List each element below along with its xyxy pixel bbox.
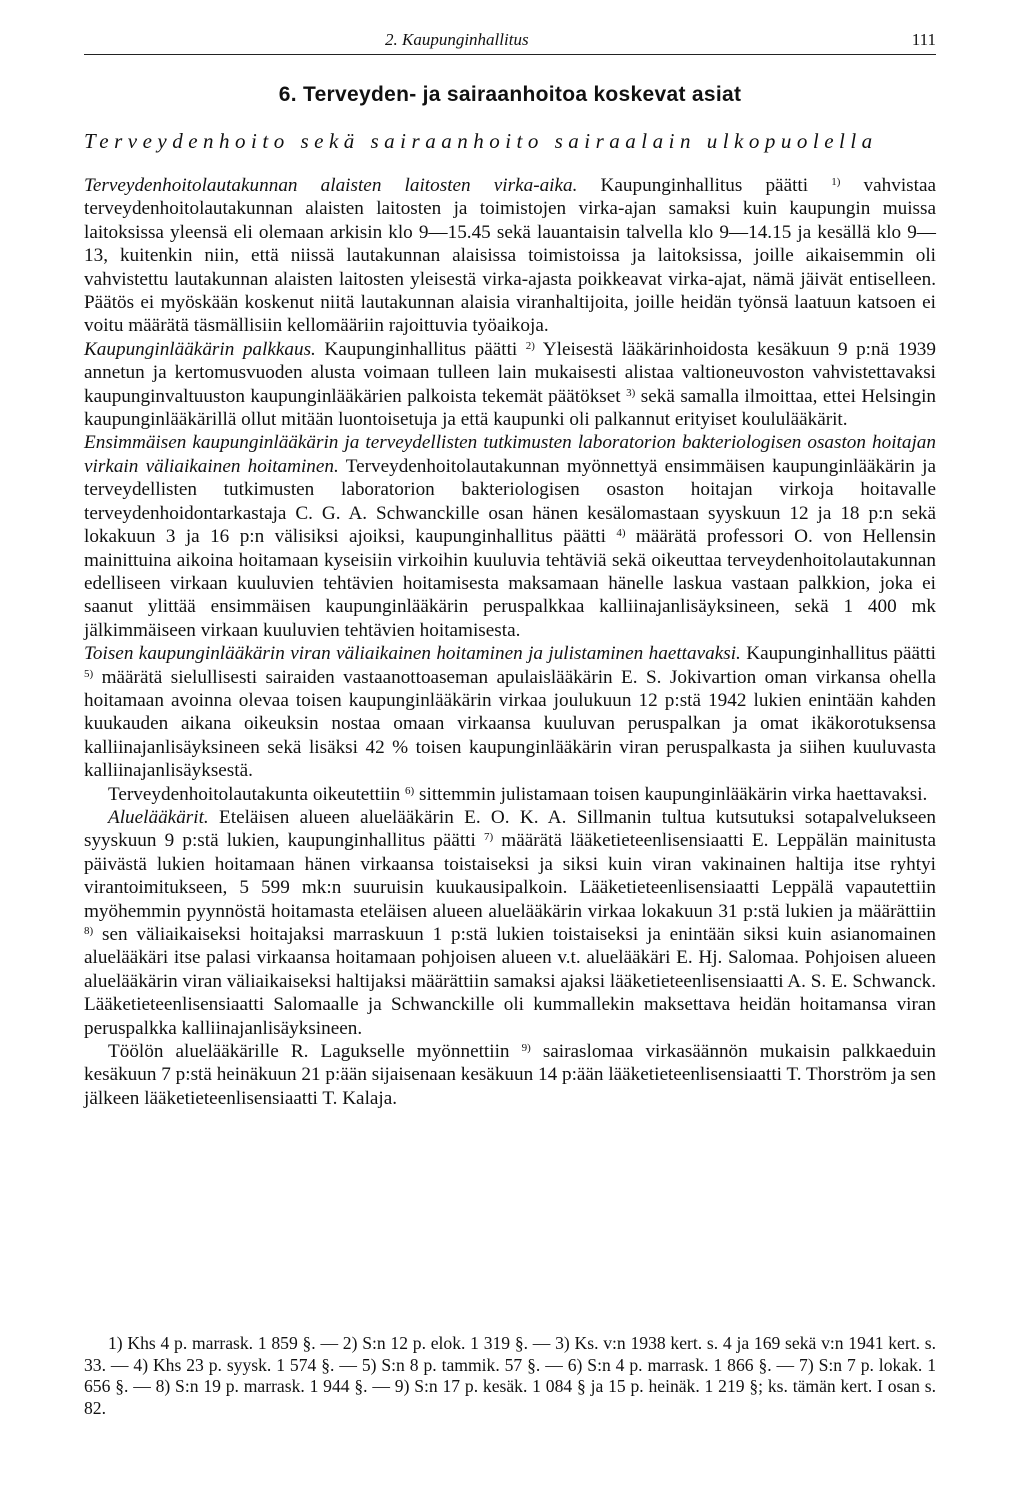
- footnotes: [84, 1333, 936, 1419]
- paragraph-heading: Kaupunginlääkärin palkkaus.: [84, 338, 316, 360]
- paragraph-text: sairaslomaa virkasäännön mukaisin palkkaeduin kesäkuun 7 p:stä heinäkuun 21 p:ään sijaisenaan kesäkuun 14 p:ään lääketieteenlisensiaatti T. Thorström ja sen jälkeen lääketieteenlisensiaatti T. Kalaja.: [84, 1041, 937, 1109]
- running-title: 2. Kaupunginhallitus: [385, 30, 529, 49]
- footnote-ref: 2): [525, 339, 535, 352]
- footnote-ref: 9): [521, 1042, 531, 1055]
- footnote-ref: 8): [84, 925, 94, 937]
- paragraph-virka-aika: [84, 174, 936, 338]
- body-text: [84, 174, 936, 1110]
- paragraph-text: Kaupunginhallitus päätti: [315, 338, 526, 360]
- page-header: [84, 28, 936, 55]
- paragraph-aluelaakarit: [84, 806, 936, 1040]
- paragraph-text: Kaupunginhallitus päätti: [740, 643, 936, 665]
- paragraph-text: sen väliaikaiseksi hoitajaksi marraskuun 1 p:stä lukien toistaiseksi ja enintään siksi kuin asianomainen aluelääkäri itse palasi virkaansa hoitamaan pohjoisen alueen v.t. aluelääkäri E. Hj. Salomaa. Pohjoisen alueen aluelääkärin viran väliaikaiseksi haltijaksi määrättiin samaksi ajaksi lääketieteenlisensiaatti A. S. E. Schwanck. Lääketieteenlisensiaatti Salomaalle ja Schwanckille oli kummallekin maksettava heidän hoitamansa viran peruspalkka kalliinajanlisäyksineen.: [84, 924, 936, 1039]
- paragraph-text: Kaupunginhallitus päätti: [577, 175, 832, 196]
- footnote-ref: 1): [831, 176, 841, 188]
- paragraph-text: Töölön aluelääkärille R. Lagukselle myönnettiin: [108, 1041, 522, 1063]
- paragraph-laboratorio: [84, 431, 936, 642]
- page-number: 111: [911, 30, 936, 49]
- footnote-ref: 6): [405, 784, 415, 797]
- paragraph-text: vahvistaa terveydenhoitolautakunnan alaisten laitosten ja toimistojen virka-ajan samaksi kuin kaupungin muissa laitoksissa yleensä eli olemaan arkisin klo 9—15.45 sekä lauantaisin talvella klo 9—14.15 ja kesällä klo 9—13, kuitenkin niin, että niissä lautakunnan alaisissa toimistoissa ja laitoksissa, joille aikaisemmin oli vahvistettu lautakunnan alaisten laitosten yleisestä virka-ajasta poikkeavat virka-ajat, nämä jäivät entiselleen. Päätös ei myöskään koskenut niitä lautakunnan alaisia viranhaltijoita, joille heidän työnsä laatuun katsoen ei voitu määrätä täsmällisiin kellomääriin rajoittuvia työaikoja.: [84, 175, 936, 337]
- paragraph-text: määrätä lääketieteenlisensiaatti E. Leppälän mainitusta päivästä lukien hoitamaan hänen virkaansa toistaiseksi ja siksi kuin viran vakinainen haltija itse ryhtyi virantoimitukseen, 5 599 mk:n suuruisin kuukausipalkoin. Lääketieteenlisensiaatti Leppälä vapautettiin myöhemmin pyynnöstä hoitamasta eteläisen alueen aluelääkärin virkaa lokakuun 31 p:stä lukien ja määrättiin: [84, 830, 937, 922]
- footnote-ref: 3): [626, 386, 636, 399]
- paragraph-text: Terveydenhoitolautakunnan myönnettyä ensimmäisen kaupunginlääkärin ja terveydellisten tutkimusten laboratorion bakteriologisen osaston hoitajan virkoja hoitavalle terveydenhoidontarkastaja C. G. A. Schwanckille osan hänen kesälomastaan syyskuun 12 ja 18 p:n sekä lokakuun 3 ja 16 p:n välisiksi ajoiksi, kaupunginhallitus päätti: [84, 455, 936, 548]
- page: [84, 28, 936, 1110]
- paragraph-heading: Terveydenhoitolautakunnan alaisten laitosten virka-aika.: [84, 175, 578, 196]
- paragraph-text: Yleisestä lääkärinhoidosta kesäkuun 9 p:nä 1939 annetun ja kertomusvuoden alusta voimaan tulleen lain mukaisesti alistaa valtioneuvoston vahvistettavaksi kaupunginvaltuuston kaupunginlääkärien palkoista tekemät päätökset: [84, 338, 936, 407]
- paragraph-heading: Toisen kaupunginlääkärin viran väliaikainen hoitaminen ja julistaminen haettavaksi.: [84, 643, 741, 665]
- paragraph-text: sittemmin julistamaan toisen kaupunginlääkärin virka haettavaksi.: [414, 783, 928, 805]
- section-title: 6. Terveyden- ja sairaanhoitoa koskevat asiat: [278, 83, 742, 106]
- footnote-ref: 4): [616, 527, 626, 540]
- paragraph-julistaminen: [84, 783, 936, 806]
- paragraph-heading: Aluelääkärit.: [108, 806, 209, 828]
- footnote-ref: 5): [84, 667, 94, 680]
- paragraph-text: määrätä professori O. von Hellensin mainittuina aikoina hoitamaan kyseisiin virkoihin kuuluvia tehtäviä sekä oikeuttaa terveydenhoitolautakunnan edelliseen virkaan kuuluvien tehtävien hoitamisesta maksamaan hänelle laskua vastaan palkkion, joka ei saanut ylittää ensimmäisen kaupunginlääkärin peruspalkkaa kalliinajanlisäyksineen, sekä 1 400 mk jälkimmäiseen virkaan kuuluvien tehtävien hoitamisesta.: [84, 526, 936, 641]
- paragraph-toolo: [84, 1040, 936, 1110]
- paragraph-text: määrätä sielullisesti sairaiden vastaanottoaseman apulaislääkärin E. S. Jokivartion oman virkansa ohella hoitamaan avoinna olevaa toisen kaupunginlääkärin virkaa joulukuun 12 p:stä 1942 lukien enintään kahden kuukauden aikana oikeuksin nostaa omaan virkaansa kuuluvan peruspalkan ja omat ikäkorotuksensa kalliinajanlisäyksineen sekä lisäksi 42 % toisen kaupunginlääkärin viran peruspalkasta ja siihen kuuluvasta kalliinajanlisäyksestä.: [84, 666, 936, 782]
- paragraph-text: Eteläisen alueen aluelääkärin E. O. K. A. Sillmanin tultua kutsutuksi sotapalvelukseen syyskuun 9 p:stä lukien, kaupunginhallitus päätti: [84, 806, 936, 852]
- paragraph-heading: Ensimmäisen kaupunginlääkärin ja terveydellisten tutkimusten laboratorion bakteriologisen osaston hoitajan virkain väliaikainen hoitaminen.: [84, 432, 936, 477]
- subsection-title: Terveydenhoito sekä sairaanhoito sairaalain ulkopuolella: [84, 129, 878, 153]
- footnote-text: 1) Khs 4 p. marrask. 1 859 §. — 2) S:n 12 p. elok. 1 319 §. — 3) Ks. v:n 1938 kert. s. 4 ja 169 sekä v:n 1941 kert. s. 33. — 4) Khs 23 p. syysk. 1 574 §. — 5) S:n 8 p. tammik. 57 §. — 6) S:n 4 p. marrask. 1 866 §. — 7) S:n 7 p. lokak. 1 656 §. — 8) S:n 19 p. marrask. 1 944 §. — 9) S:n 17 p. kesäk. 1 084 § ja 15 p. heinäk. 1 219 §; ks. tämän kert. I osan s. 82.: [84, 1333, 936, 1418]
- paragraph-toinen-kaupunginlaakari: [84, 642, 936, 782]
- paragraph-palkkaus: [84, 338, 936, 432]
- footnote-ref: 7): [483, 831, 494, 844]
- paragraph-text: Terveydenhoitolautakunta oikeutettiin: [108, 783, 406, 805]
- paragraph-text: sekä samalla ilmoittaa, ettei Helsingin kaupunginlääkärillä ollut mitään luontoisetuja ja että kaupunki oli palkannut erityiset koululääkärit.: [84, 385, 937, 431]
